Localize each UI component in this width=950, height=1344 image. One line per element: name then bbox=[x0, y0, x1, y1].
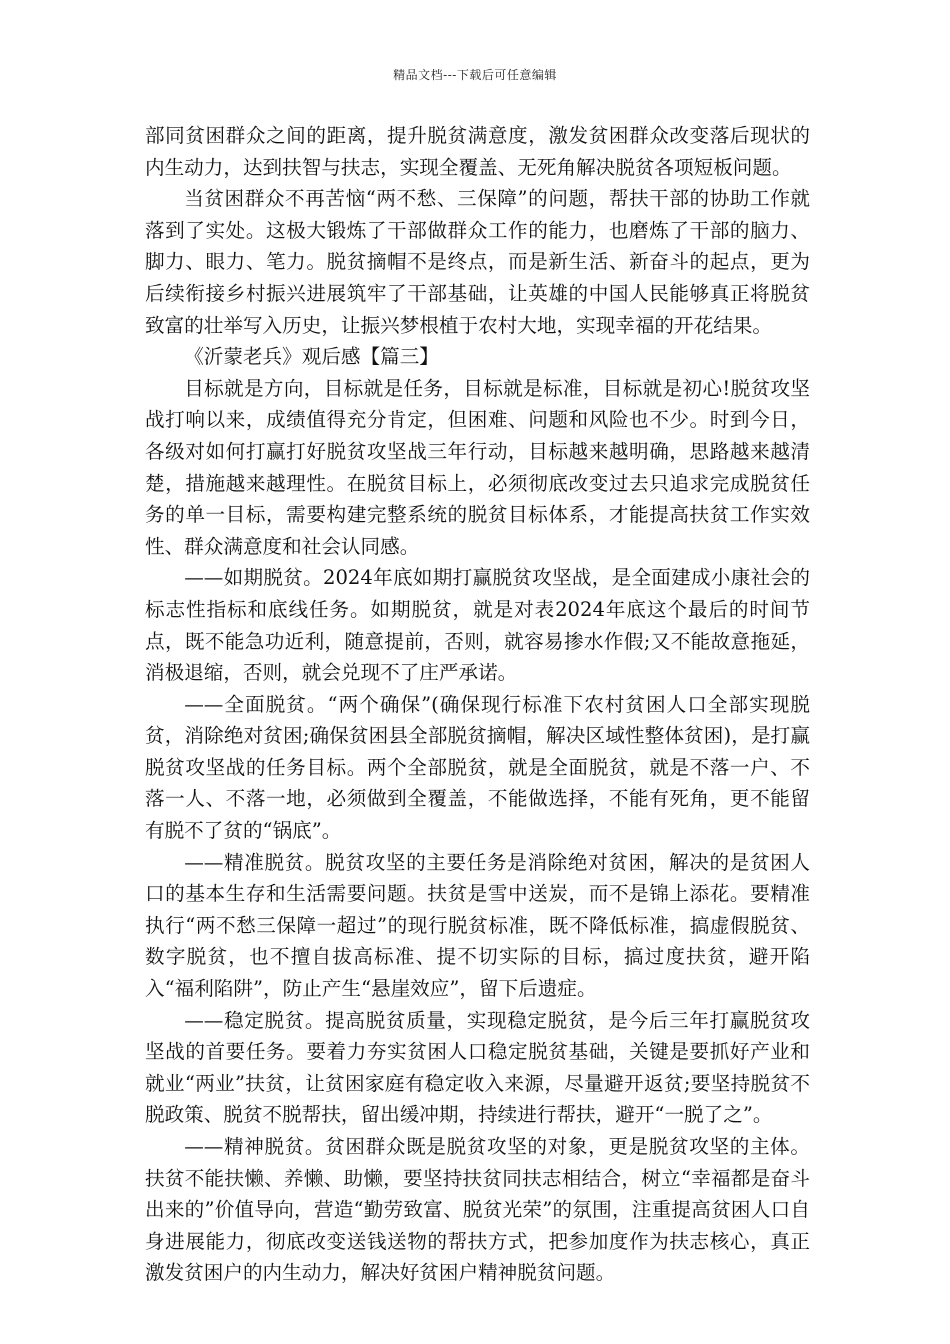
paragraph: 目标就是方向，目标就是任务，目标就是标准，目标就是初心!脱贫攻坚战打响以来，成绩值得充分肯定，但困难、问题和风险也不少。时到今日，各级对如何打赢打好脱贫攻坚战三年行动，目标越来越明确，思路越来越清楚，措施越来越理性。在脱贫目标上，必须彻底改变过去只追求完成脱贫任务的单一目标，需要构建完整系统的脱贫目标体系，才能提高扶贫工作实效性、群众满意度和社会认同感。 bbox=[145, 376, 810, 558]
paragraph-stable-poverty-alleviation: ——稳定脱贫。提高脱贫质量，实现稳定脱贫，是今后三年打赢脱贫攻坚战的首要任务。要着力夯实贫困人口稳定脱贫基础，关键是要抓好产业和就业“两业”扶贫，让贫困家庭有稳定收入来源，尽量避开返贫;要坚持脱贫不脱政策、脱贫不脱帮扶，留出缓冲期，持续进行帮扶，避开“一脱了之”。 bbox=[145, 1008, 810, 1127]
paragraph-spiritual-poverty-alleviation: ——精神脱贫。贫困群众既是脱贫攻坚的对象，更是脱贫攻坚的主体。扶贫不能扶懒、养懒、助懒，要坚持扶贫同扶志相结合，树立“幸福都是奋斗出来的”价值导向，营造“勤劳致富、脱贫光荣”的氛围，注重提高贫困人口自身进展能力，彻底改变送钱送物的帮扶方式，把参加度作为扶志核心，真正激发贫困户的内生动力，解决好贫困户精神脱贫问题。 bbox=[145, 1135, 810, 1285]
paragraph-continuation: 部同贫困群众之间的距离，提升脱贫满意度，激发贫困群众改变落后现状的内生动力，达到扶智与扶志，实现全覆盖、无死角解决脱贫各项短板问题。 bbox=[145, 124, 810, 179]
paragraph-on-time-poverty-alleviation: ——如期脱贫。2024年底如期打赢脱贫攻坚战，是全面建成小康社会的标志性指标和底线任务。如期脱贫，就是对表2024年底这个最后的时间节点，既不能急功近利，随意提前，否则，就容易掺水作假;又不能故意拖延，消极退缩，否则，就会兑现不了庄严承诺。 bbox=[145, 566, 810, 685]
section-heading: 《沂蒙老兵》观后感【篇三】 bbox=[184, 345, 439, 369]
page-header: 精品文档---下载后可任意编辑 bbox=[393, 68, 557, 82]
paragraph-comprehensive-poverty-alleviation: ——全面脱贫。“两个确保”(确保现行标准下农村贫困人口全部实现脱贫，消除绝对贫困;确保贫困县全部脱贫摘帽，解决区域性整体贫困)，是打赢脱贫攻坚战的任务目标。两个全部脱贫，就是全面脱贫，就是不落一户、不落一人、不落一地，必须做到全覆盖，不能做选择，不能有死角，更不能留有脱不了贫的“锅底”。 bbox=[145, 692, 810, 843]
paragraph: 当贫困群众不再苦恼“两不愁、三保障”的问题，帮扶干部的协助工作就落到了实处。这极大锻炼了干部做群众工作的能力，也磨炼了干部的脑力、脚力、眼力、笔力。脱贫摘帽不是终点，而是新生活、新奋斗的起点，更为后续衔接乡村振兴进展筑牢了干部基础，让英雄的中国人民能够真正将脱贫致富的壮举写入历史，让振兴梦根植于农村大地，实现幸福的开花结果。 bbox=[145, 187, 810, 337]
paragraph-precise-poverty-alleviation: ——精准脱贫。脱贫攻坚的主要任务是消除绝对贫困，解决的是贫困人口的基本生存和生活需要问题。扶贫是雪中送炭，而不是锦上添花。要精准执行“两不愁三保障一超过”的现行脱贫标准，既不降低标准，搞虚假脱贫、数字脱贫，也不擅自拔高标准、提不切实际的目标，搞过度扶贫，避开陷入“福利陷阱”，防止产生“悬崖效应”，留下后遗症。 bbox=[145, 850, 810, 1001]
document-body bbox=[145, 120, 810, 1289]
